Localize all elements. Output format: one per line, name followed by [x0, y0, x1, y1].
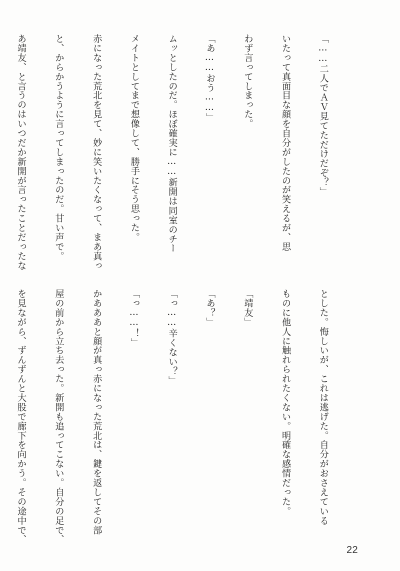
text-line: ものに他人に触れられたくない。明確な感情だった。	[280, 289, 291, 516]
text-line: わず言ってしまった。	[242, 34, 253, 129]
text-line: あ靖友、と言うのはいつだか新開が言ったことだったな	[15, 34, 26, 271]
text-line: 「あ？」	[204, 289, 215, 327]
text-line: を見ながら、ずんずんと大股で廊下を向かう。その途中で、	[15, 289, 26, 545]
text-line: 「靖友」	[242, 289, 253, 327]
upper-text-column	[15, 34, 354, 272]
text-line: いたって真面目な顔を自分がしたのが笑えるが、思	[280, 34, 291, 252]
text-line: かあああと顔が真っ赤になった荒北は、鍵を返してその部	[91, 289, 102, 535]
text-line: 赤になった荒北を見て、妙に笑いたくなって、まあ真っ	[91, 34, 102, 271]
text-line: と、からかうように言ってしまったのだ。甘い声で。	[53, 34, 64, 261]
text-line: 「っ……辛くない？」	[166, 289, 177, 386]
text-line: 「っ……！」	[128, 289, 139, 348]
text-line: ムッとしたのだ。ほぼ確実に……新開は同室のチー	[166, 34, 177, 254]
text-line: とした。悔しいが、これは逃げた。自分がおさえている	[317, 289, 328, 526]
text-line: 「あ……おう……」	[204, 34, 215, 123]
text-line: メイトとしてまで想像して、勝手にそう思った。	[128, 34, 139, 242]
text-line: 「……二人でＡＶ見てただけだぞ？」	[317, 34, 328, 197]
page-number: 22	[346, 545, 358, 556]
lower-text-column	[15, 289, 354, 545]
text-line: 屋の前から立ち去った。新開も追ってこない。自分の足で、	[53, 289, 64, 545]
